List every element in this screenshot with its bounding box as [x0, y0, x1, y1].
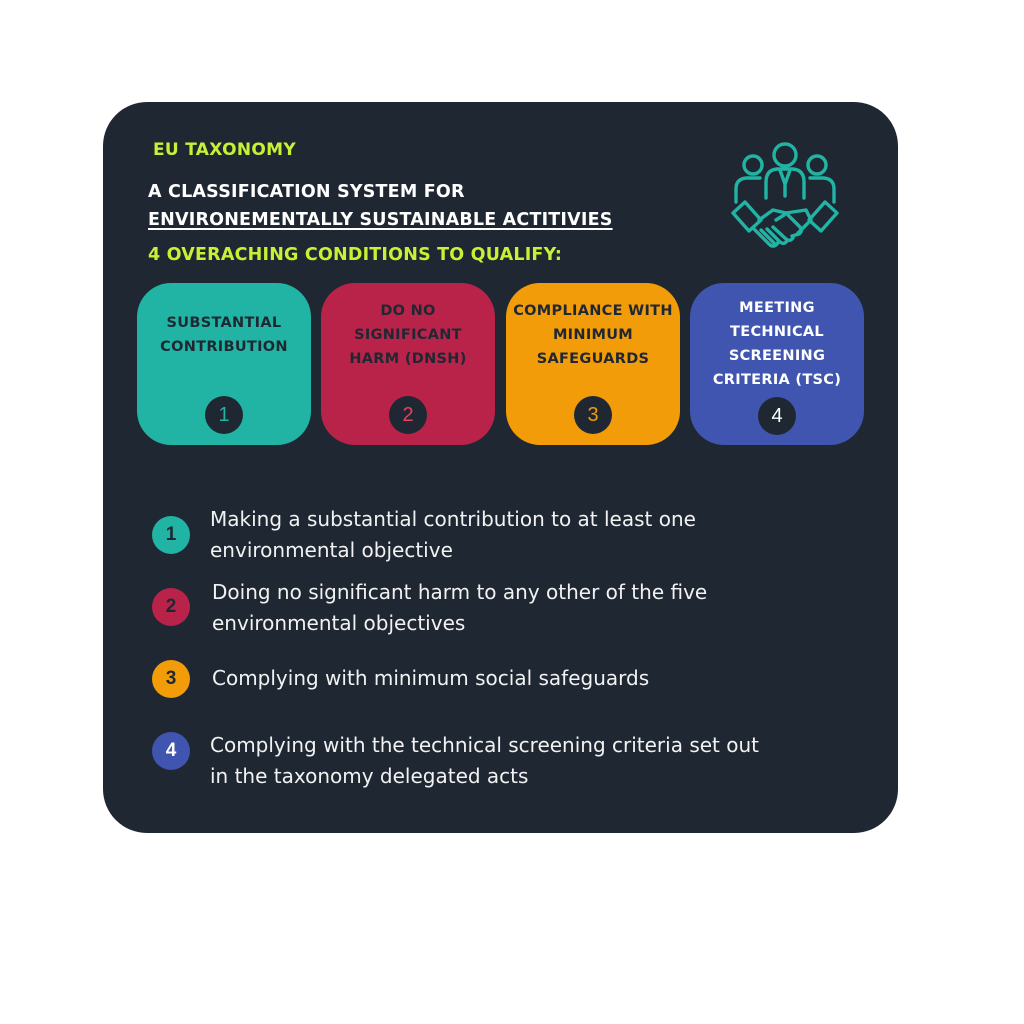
conditions-subhead: 4 OVERACHING CONDITIONS TO QUALIFY: — [148, 245, 563, 265]
number-badge: 3 — [152, 660, 190, 698]
condition-tile-3 — [506, 283, 680, 445]
tile-number: 1 — [205, 396, 243, 434]
number-badge: 4 — [152, 732, 190, 770]
tile-label: SUBSTANTIAL CONTRIBUTION — [160, 315, 288, 355]
tile-number: 4 — [758, 397, 796, 435]
tile-label: COMPLIANCE WITH MINIMUM SAFEGUARDS — [513, 303, 673, 367]
item-text: Complying with minimum social safeguards — [212, 666, 650, 690]
tile-number: 3 — [574, 396, 612, 434]
item-text: Complying with the technical screening criteria set out in the taxonomy delegated acts — [210, 733, 760, 788]
condition-tile-2 — [321, 283, 495, 445]
headline-line-2: ENVIRONEMENTALLY SUSTAINABLE ACTITIVIES — [148, 210, 613, 230]
team-handshake-icon — [728, 140, 842, 262]
number-badge: 1 — [152, 516, 190, 554]
item-text: Making a substantial contribution to at least one environmental objective — [210, 507, 696, 562]
tile-number: 2 — [389, 396, 427, 434]
item-text: Doing no significant harm to any other of the five environmental objectives — [212, 580, 708, 635]
tile-label: DO NO SIGNIFICANT HARM (DNSH) — [349, 303, 467, 367]
condition-tile-4 — [690, 283, 864, 445]
kicker-title: EU TAXONOMY — [153, 140, 296, 160]
number-badge: 2 — [152, 588, 190, 626]
tile-label: MEETING TECHNICAL SCREENING CRITERIA (TSC) — [712, 300, 842, 388]
condition-tile-1 — [137, 283, 311, 445]
headline — [148, 178, 613, 234]
headline-line-1: A CLASSIFICATION SYSTEM FOR — [148, 182, 465, 202]
